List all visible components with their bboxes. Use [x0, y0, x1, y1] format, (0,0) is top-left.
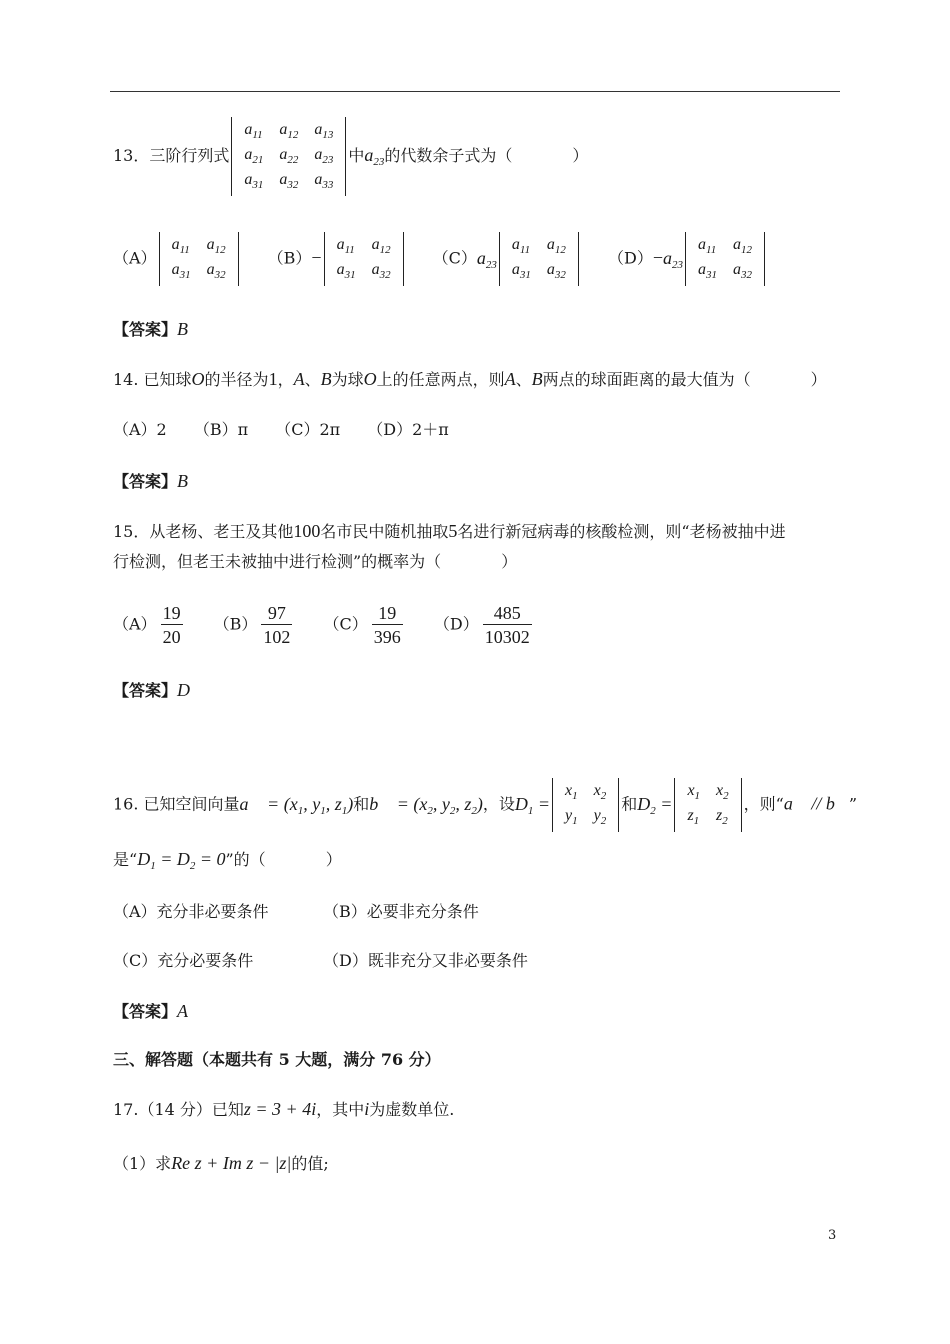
q15-answer	[113, 681, 190, 699]
var-B: B	[531, 369, 543, 389]
page-number: 3	[828, 1228, 837, 1243]
var-A: A	[293, 369, 305, 389]
numerator: 19	[162, 603, 181, 623]
t: ”	[848, 794, 858, 814]
q13-opt-c-det	[499, 232, 579, 286]
num-100: 100	[293, 521, 321, 541]
q16-det1	[552, 778, 619, 832]
cell: $z_1$	[687, 807, 700, 827]
vector-a: a⃗ = ($x_1$, $y_1$, $z_1$)	[239, 793, 354, 817]
condition: $D_1 = D_2 = 0$	[137, 849, 226, 872]
label: （B）	[213, 614, 258, 634]
q13-opt-d-label: （D）	[608, 248, 653, 268]
m12: $a_{12}$	[279, 121, 299, 141]
q15-stem-line2	[113, 554, 517, 570]
q15-option-c	[324, 604, 407, 646]
q14-stem	[113, 370, 827, 388]
t: （C）充分必要条件	[113, 951, 254, 970]
q13-option-a	[113, 232, 241, 286]
q13-options	[113, 232, 789, 286]
D2: $D_2$ =	[637, 793, 673, 817]
q14-options	[113, 422, 471, 438]
coef: $a_{23}$	[476, 247, 497, 271]
t: 15．从老杨、老王及其他	[113, 522, 294, 541]
t: ）	[810, 370, 827, 389]
cell: $a_{11}$	[511, 236, 531, 256]
q15-stem-line1	[113, 522, 786, 540]
t: 16. 已知空间向量	[113, 794, 240, 814]
q13-option-b	[268, 232, 406, 286]
denominator: 20	[162, 627, 181, 647]
t: ，则“	[743, 794, 784, 814]
fraction	[483, 604, 532, 646]
t: 名进行新冠病毒的核酸检测，则“老杨被抽中进	[457, 522, 786, 541]
q16-stem-line2	[113, 850, 342, 872]
q15-option-a	[113, 604, 187, 646]
t: （D）既非充分又非必要条件	[323, 951, 528, 970]
cell: $a_{12}$	[546, 236, 566, 256]
t: 的值;	[291, 1154, 329, 1173]
q13-determinant	[231, 117, 346, 196]
cell: $a_{31}$	[511, 261, 531, 281]
q13-stem-b: 中	[348, 146, 365, 165]
label: （C）	[323, 614, 368, 634]
numerator: 19	[372, 604, 403, 625]
q13-target: $a_{23}$	[364, 145, 385, 168]
cell: $a_{12}$	[733, 236, 753, 256]
q16-answer	[113, 1002, 188, 1020]
q14-option-c: （C）2π	[275, 420, 341, 439]
t: 和	[353, 794, 370, 814]
t: 两点的球面距离的最大值为（	[542, 370, 751, 389]
q13-stem-a: 三阶行列式	[149, 146, 230, 165]
t: ）	[325, 850, 342, 869]
numerator: 97	[261, 604, 292, 625]
minus-sign: −	[311, 247, 322, 268]
t: 14. 已知球	[113, 370, 192, 389]
D1: $D_1$ =	[514, 793, 551, 817]
m23: $a_{23}$	[314, 146, 334, 166]
answer-label: 【答案】	[113, 320, 178, 339]
cell: $x_2$	[716, 782, 729, 802]
cell: $a_{31}$	[336, 261, 356, 281]
q13-stem-end: ）	[572, 146, 589, 165]
q16-option-c	[113, 953, 253, 969]
num-1: 1	[268, 369, 278, 389]
answer-value: A	[177, 1001, 189, 1021]
parallel-expr: a⃗ // b⃗	[783, 793, 849, 814]
var-i: i	[364, 1099, 370, 1119]
label: （A）	[113, 614, 157, 634]
q14-option-b: （B）π	[193, 420, 249, 439]
q13-opt-a-det	[159, 232, 239, 286]
denominator: 396	[373, 627, 401, 647]
fraction	[372, 604, 403, 646]
q14-option-d: （D）2＋π	[367, 420, 449, 439]
t: ，其中	[316, 1100, 365, 1119]
answer-label: 【答案】	[113, 681, 178, 700]
numerator: 485	[483, 604, 532, 625]
coef: $a_{23}$	[663, 247, 684, 271]
m32: $a_{32}$	[279, 171, 299, 191]
t: （1）求	[113, 1154, 172, 1173]
m21: $a_{21}$	[244, 146, 264, 166]
var-B: B	[320, 369, 332, 389]
var-O: O	[363, 369, 377, 389]
answer-label: 【答案】	[113, 472, 178, 491]
t: （B）必要非充分条件	[323, 902, 479, 921]
cell: $a_{31}$	[698, 261, 718, 281]
t: 的半径为	[204, 370, 269, 389]
cell: $a_{11}$	[698, 236, 717, 256]
q13-answer	[113, 320, 188, 338]
q15-option-d	[434, 604, 536, 646]
answer-label: 【答案】	[113, 1002, 178, 1021]
t: （A）充分非必要条件	[113, 902, 269, 921]
q15-options	[113, 604, 558, 646]
q13-opt-b-det	[324, 232, 404, 286]
cell: $y_1$	[565, 807, 578, 827]
q13-number: 13．	[113, 146, 150, 165]
var-O: O	[191, 369, 205, 389]
t: 为虚数单位.	[369, 1100, 455, 1119]
fraction	[261, 604, 292, 646]
denominator: 102	[263, 627, 291, 647]
q16-option-a	[113, 904, 269, 920]
q13-option-d	[608, 232, 767, 286]
t: 17.（14 分）已知	[113, 1100, 244, 1119]
q16-option-b	[323, 904, 479, 920]
q16-stem-line1	[113, 778, 857, 832]
minus-sign: −	[652, 247, 664, 268]
answer-value: B	[177, 319, 189, 339]
header-rule	[110, 91, 840, 92]
cell: $a_{32}$	[371, 261, 391, 281]
m13: $a_{13}$	[314, 121, 334, 141]
t: 名市民中随机抽取	[320, 522, 449, 541]
q17-stem	[113, 1100, 454, 1118]
t: 是“	[113, 850, 138, 869]
m33: $a_{33}$	[314, 171, 334, 191]
cell: $a_{12}$	[206, 236, 226, 256]
m31: $a_{31}$	[244, 171, 264, 191]
cell: $a_{32}$	[546, 261, 566, 281]
t: ，	[277, 370, 294, 389]
expr: Re z + Im z − |z|	[171, 1153, 292, 1173]
cell: $x_1$	[687, 782, 701, 802]
cell: $x_2$	[593, 782, 607, 802]
label: （D）	[433, 614, 479, 634]
m11: $a_{11}$	[244, 121, 263, 141]
q13-opt-b-label: （B）	[267, 248, 312, 268]
answer-value: B	[177, 471, 189, 491]
cell: $a_{31}$	[171, 261, 191, 281]
m22: $a_{22}$	[279, 146, 299, 166]
cell: $a_{12}$	[371, 236, 391, 256]
q13-opt-a-label: （A）	[113, 248, 157, 268]
t: 、	[515, 370, 532, 389]
q15-option-b	[214, 604, 297, 646]
t: ）	[501, 552, 518, 571]
cell: $a_{32}$	[206, 261, 226, 281]
var-A: A	[504, 369, 516, 389]
q14-option-a: （A）2	[113, 420, 167, 439]
t: ，设	[482, 794, 515, 814]
t: 上的任意两点，则	[376, 370, 505, 389]
q13-opt-c-label: （C）	[432, 248, 477, 268]
t: ”的（	[225, 850, 266, 869]
section-heading: 三、解答题（本题共有 5 大题，满分 76 分）	[113, 1050, 441, 1069]
q13-option-c	[433, 232, 581, 286]
cell: $a_{11}$	[171, 236, 190, 256]
answer-value: D	[177, 680, 191, 700]
cell: $y_2$	[593, 807, 607, 827]
denominator: 10302	[484, 627, 530, 647]
q13-stem-c: 的代数余子式为（	[384, 146, 513, 165]
t: 行检测，但老王未被抽中进行检测”的概率为（	[113, 552, 442, 571]
cell: $a_{11}$	[336, 236, 355, 256]
expr: z = 3 + 4i	[243, 1099, 317, 1119]
q13-opt-d-det	[685, 232, 765, 286]
cell: $a_{32}$	[733, 261, 753, 281]
t: 为球	[331, 370, 364, 389]
t: 和	[621, 794, 638, 814]
q16-det2	[674, 778, 741, 832]
cell: $x_1$	[565, 782, 578, 802]
vector-b: b⃗ = ($x_2$, $y_2$, $z_2$)	[369, 793, 483, 817]
t: 、	[304, 370, 321, 389]
q17-sub1	[113, 1154, 329, 1172]
q13-stem	[113, 117, 588, 196]
q16-option-d	[323, 953, 528, 969]
fraction	[161, 604, 183, 646]
q14-answer	[113, 472, 188, 490]
cell: $z_2$	[716, 807, 728, 827]
num-5: 5	[448, 521, 458, 541]
